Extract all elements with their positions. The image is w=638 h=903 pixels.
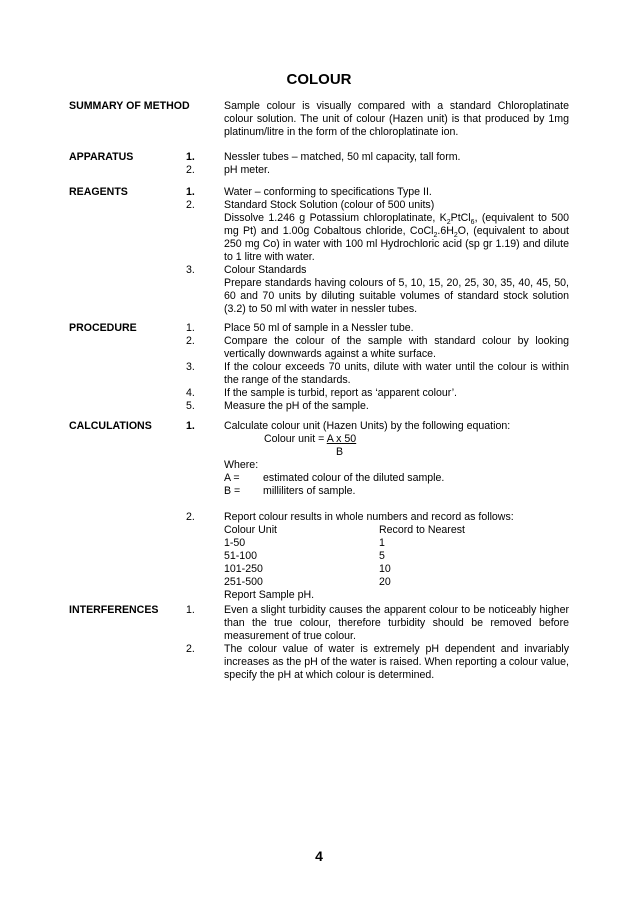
section-label-procedure: PROCEDURE (69, 322, 137, 334)
list-item (69, 186, 569, 199)
section-calculations (69, 420, 569, 602)
formula-prefix: Colour unit = (264, 433, 327, 445)
item-title: Colour Standards (224, 264, 307, 276)
item-number: 1. (186, 420, 195, 432)
list-item (69, 604, 569, 643)
report-ph-text: Report Sample pH. (224, 589, 315, 601)
where-value: estimated colour of the diluted sample. (263, 472, 445, 484)
section-label-calculations: CALCULATIONS (69, 420, 152, 432)
item-title: Standard Stock Solution (colour of 500 units) (224, 199, 435, 211)
column-header: Record to Nearest (379, 524, 465, 536)
table-cell: 101-250 (224, 563, 263, 575)
formula-line (264, 433, 569, 446)
section-label-interferences: INTERFERENCES (69, 604, 159, 616)
item-number: 3. (186, 264, 195, 276)
item-text: Measure the pH of the sample. (224, 400, 369, 412)
item-number: 5. (186, 400, 195, 412)
colour-standards-text: Prepare standards having colours of 5, 10, 15, 20, 25, 30, 35, 40, 45, 50, 60 and 70 units by diluting suitable volumes of standard stock solution (3.2) to 50 ml with water in nessler tubes. (224, 277, 569, 315)
table-row (224, 563, 569, 576)
item-text: Water – conforming to specifications Type II. (224, 186, 432, 198)
column-header: Colour Unit (224, 524, 277, 536)
item-text: Calculate colour unit (Hazen Units) by the following equation: (224, 420, 511, 432)
list-item (69, 335, 569, 361)
where-key: A = (224, 472, 240, 484)
item-text: Even a slight turbidity causes the apparent colour to be noticeably higher than the true colour, therefore turbidity should be removed before measurement of true colour. (224, 604, 569, 642)
page-number: 4 (315, 848, 323, 864)
section-label-summary: SUMMARY OF METHOD (69, 100, 190, 112)
list-item (69, 164, 569, 177)
formula-denominator: B (336, 446, 344, 458)
table-row (224, 550, 569, 563)
list-item (69, 361, 569, 387)
list-item (69, 199, 569, 212)
item-number: 3. (186, 361, 195, 373)
section-interferences (69, 604, 569, 682)
table-cell: 10 (379, 563, 391, 575)
item-number: 1. (186, 322, 195, 334)
table-cell: 1-50 (224, 537, 246, 549)
table-cell: 51-100 (224, 550, 257, 562)
section-apparatus (69, 151, 569, 177)
item-number: 2. (186, 335, 195, 347)
list-item (69, 387, 569, 400)
table-cell: 20 (379, 576, 391, 588)
where-label: Where: (224, 459, 259, 471)
list-item-body (69, 212, 569, 264)
item-text: Place 50 ml of sample in a Nessler tube. (224, 322, 414, 334)
item-text: If the sample is turbid, report as ‘apparent colour’. (224, 387, 457, 399)
item-text: Compare the colour of the sample with standard colour by looking vertically downwards against a white surface. (224, 335, 569, 360)
item-text: Report colour results in whole numbers and record as follows: (224, 511, 514, 523)
where-value: milliliters of sample. (263, 485, 356, 497)
list-item (69, 643, 569, 682)
list-item-body (69, 277, 569, 316)
where-row (224, 485, 569, 498)
summary-text: Sample colour is visually compared with a standard Chloroplatinate colour solution. The unit of colour (Hazen unit) is that produced by 1mg platinum/litre in the form of the chloroplatinate ion. (224, 100, 569, 138)
list-item (69, 400, 569, 413)
formula-numerator: A x 50 (326, 433, 357, 445)
where-row (224, 472, 569, 485)
section-procedure (69, 322, 569, 413)
list-item (69, 322, 569, 335)
section-reagents (69, 186, 569, 316)
list-item (69, 511, 569, 524)
stock-solution-text: Dissolve 1.246 g Potassium chloroplatinate, $K_2PtCl_6$, (equivalent to 500 mg Pt) and 1.00g Cobaltous chloride, $CoCl_2.6H_2O$, (equivalent to about 250 mg Co) in water with 100 ml Hydrochloric acid (sp gr 1.19) and dilute to 1 litre with water. (224, 212, 570, 263)
item-text: pH meter. (224, 164, 270, 176)
item-number: 2. (186, 199, 195, 211)
table-row (224, 537, 569, 550)
list-item (69, 264, 569, 277)
item-number: 4. (186, 387, 195, 399)
page-title: COLOUR (286, 71, 352, 88)
item-number: 1. (186, 151, 195, 163)
item-number: 2. (186, 511, 195, 523)
record-table-header (224, 524, 569, 537)
table-row (224, 576, 569, 589)
section-label-reagents: REAGENTS (69, 186, 128, 198)
list-item (69, 420, 569, 433)
item-text: If the colour exceeds 70 units, dilute with water until the colour is within the range of the standards. (224, 361, 569, 386)
section-label-apparatus: APPARATUS (69, 151, 134, 163)
item-text: Nessler tubes – matched, 50 ml capacity, tall form. (224, 151, 461, 163)
list-item (69, 151, 569, 164)
item-number: 1. (186, 186, 195, 198)
item-number: 2. (186, 643, 195, 655)
table-cell: 5 (379, 550, 385, 562)
item-number: 1. (186, 604, 195, 616)
table-cell: 1 (379, 537, 385, 549)
item-number: 2. (186, 164, 195, 176)
where-key: B = (224, 485, 241, 497)
section-summary (69, 100, 569, 139)
item-text: The colour value of water is extremely pH dependent and invariably increases as the pH of the water is raised. When reporting a colour value, specify the pH at which colour is determined. (224, 643, 569, 681)
table-cell: 251-500 (224, 576, 263, 588)
